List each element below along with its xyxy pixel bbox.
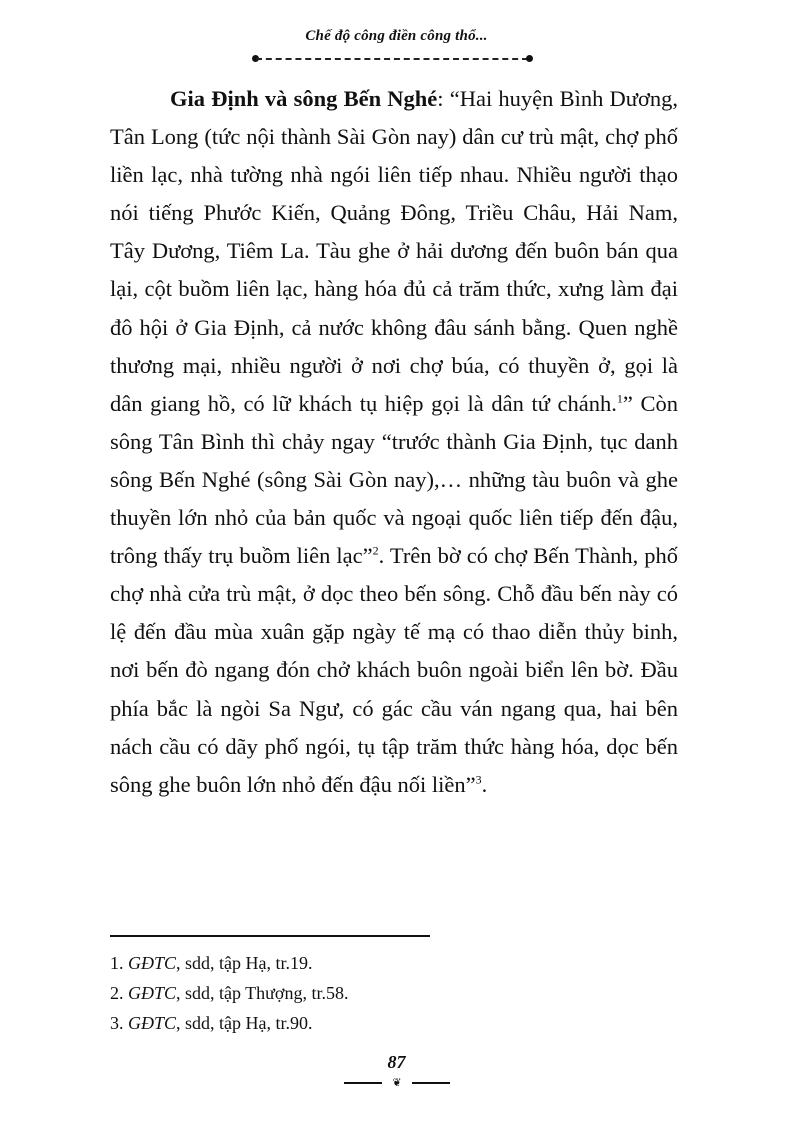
footnote-2 (110, 978, 670, 1008)
footnote-rule (110, 935, 430, 937)
page-number-ornament (344, 1078, 450, 1088)
footnote-list (110, 948, 670, 1038)
footnote-source-abbr: GĐTC (128, 953, 177, 973)
running-head-rule (256, 58, 528, 60)
footnote-ref-2: 2 (372, 543, 379, 558)
footnote-number: 3. (110, 1013, 124, 1033)
paragraph-lead: Gia Định và sông Bến Nghé (170, 86, 438, 111)
page-number: 87 (387, 1052, 406, 1072)
body-text-part-2: ” Còn sông Tân Bình thì chảy ngay “trước thành Gia Định, tục danh sông Bến Nghé (sông Sài Gòn nay),… những tàu buôn và ghe thuyền lớn nhỏ của bản quốc và ngoại quốc liên tiếp đến đậu, trông thấy trụ buồm liên lạc” (110, 390, 678, 569)
running-head: Chế độ công điền công thổ... (305, 28, 488, 44)
footnote-number: 2. (110, 983, 124, 1003)
body-text-part-4: . (481, 771, 488, 797)
footnote-3 (110, 1008, 670, 1038)
footnote-number: 1. (110, 953, 124, 973)
footnote-detail: , sdd, tập Thượng, tr.58. (176, 983, 349, 1003)
body-text-part-1: : “Hai huyện Bình Dương, Tân Long (tức nội thành Sài Gòn nay) dân cư trù mật, chợ phố liền lạc, nhà tường nhà ngói liên tiếp nhau. Nhiều người thạo nói tiếng Phước Kiến, Quảng Đông, Triều Châu, Hải Nam, Tây Dương, Tiêm La. Tàu ghe ở hải dương đến buôn bán qua lại, cột buồm liên lạc, hàng hóa đủ cả trăm thức, xưng làm đại đô hội ở Gia Định, cả nước không đâu sánh bằng. Quen nghề thương mại, nhiều người ở nơi chợ búa, có thuyền ở, gọi là dân giang hồ, có lữ khách tụ hiệp gọi là dân tứ chánh. (110, 86, 678, 416)
body-paragraph (110, 80, 678, 804)
running-head-right-dot (526, 55, 533, 62)
footnote-source-abbr: GĐTC (128, 1013, 177, 1033)
footnote-ref-1: 1 (616, 391, 623, 406)
footnote-source-abbr: GĐTC (128, 983, 177, 1003)
ornament-right-line (412, 1082, 450, 1084)
footnote-detail: , sdd, tập Hạ, tr.90. (176, 1013, 313, 1033)
ornament-left-line (344, 1082, 382, 1084)
footnote-detail: , sdd, tập Hạ, tr.19. (176, 953, 313, 973)
footnote-1 (110, 948, 670, 978)
body-text-part-3: . Trên bờ có chợ Bến Thành, phố chợ nhà cửa trù mật, ở dọc theo bến sông. Chỗ đầu bến này có lệ đến đầu mùa xuân gặp ngày tế mạ có thao diễn thủy binh, nơi bến đò ngang đón chở khách buôn ngoài biển lên bờ. Đầu phía bắc là ngòi Sa Ngư, có gác cầu ván ngang qua, hai bên nách cầu có dãy phố ngói, tụ tập trăm thức hàng hóa, dọc bến sông ghe buôn lớn nhỏ đến đậu nối liền” (110, 543, 678, 797)
footnote-ref-3: 3 (475, 772, 482, 787)
ornament-flourish-icon: ❦ (392, 1076, 402, 1089)
